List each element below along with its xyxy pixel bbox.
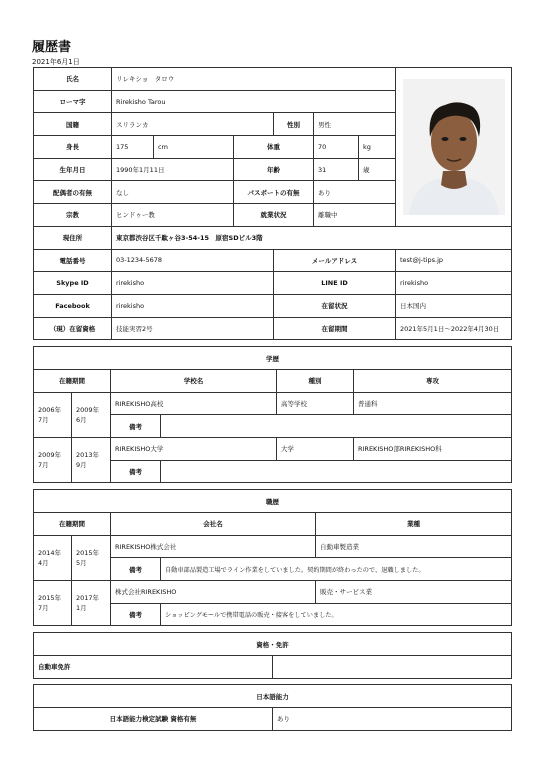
table-row: [34, 438, 512, 461]
education-school: RIREKISHO高校: [111, 392, 277, 415]
education-type: 大学: [277, 438, 354, 461]
career-company: RIREKISHO株式会社: [111, 535, 316, 558]
age-unit: 歳: [359, 158, 396, 181]
residence-label: 在留状況: [274, 294, 396, 317]
licenses-section-title: 資格・免許: [34, 633, 512, 656]
gender-value: 男性: [314, 113, 396, 136]
line-label: LINE ID: [274, 272, 396, 295]
spouse-value: なし: [112, 181, 234, 204]
employment-value: 離職中: [314, 204, 396, 227]
name-label: 氏名: [34, 68, 112, 91]
birth-label: 生年月日: [34, 158, 112, 181]
visa-status-label: （現）在留資格: [34, 317, 112, 340]
career-industry-header: 業種: [316, 513, 512, 536]
line-value: rirekisho: [396, 272, 512, 295]
license-value: [273, 656, 512, 679]
gender-label: 性別: [274, 113, 314, 136]
stay-period-label: 在留期間: [274, 317, 396, 340]
age-value: 31: [314, 158, 359, 181]
career-industry: 販売・サービス業: [316, 581, 512, 604]
roman-label: ローマ字: [34, 90, 112, 113]
education-from: 2009年 7月: [34, 438, 72, 483]
email-value: test@j-tips.jp: [396, 249, 512, 272]
career-table: [33, 489, 512, 626]
education-period-header: 在籍期間: [34, 370, 111, 393]
education-note: [161, 415, 512, 438]
career-company-header: 会社名: [111, 513, 316, 536]
birth-value: 1990年1月11日: [112, 158, 234, 181]
height-value: 175: [112, 136, 154, 159]
religion-value: ヒンドゥー教: [112, 204, 234, 227]
address-label: 現住所: [34, 226, 112, 249]
phone-label: 電話番号: [34, 249, 112, 272]
career-note: 自動車部品製造工場でライン作業をしていました。契約期間が終わったので、退職しました。: [161, 558, 512, 581]
career-from: 2015年 7月: [34, 581, 72, 626]
education-section-title: 学歴: [34, 347, 512, 370]
spouse-label: 配偶者の有無: [34, 181, 112, 204]
religion-label: 宗教: [34, 204, 112, 227]
education-major: RIREKISHO部RIREKISHO科: [354, 438, 512, 461]
page-title: 履歴書: [32, 40, 72, 55]
roman-value: Rirekisho Tarou: [112, 90, 396, 113]
profile-photo-image: [403, 79, 505, 215]
profile-photo: [396, 68, 512, 227]
career-to: 2015年 5月: [72, 535, 111, 580]
weight-unit: kg: [359, 136, 396, 159]
jlpt-label: 日本語能力検定試験 資格有無: [34, 708, 273, 731]
education-to: 2009年 6月: [72, 392, 111, 437]
stay-period-value: 2021年5月1日〜2022年4月30日: [396, 317, 512, 340]
licenses-table: [33, 632, 512, 679]
weight-value: 70: [314, 136, 359, 159]
document-date: 2021年6月1日: [32, 58, 80, 66]
nationality-label: 国籍: [34, 113, 112, 136]
career-note-label: 備考: [111, 603, 161, 626]
education-major-header: 専攻: [354, 370, 512, 393]
career-period-header: 在籍期間: [34, 513, 111, 536]
phone-value: 03-1234-5678: [112, 249, 274, 272]
address-value: 東京都渋谷区千駄ヶ谷3-54-15 原宿SDビル3階: [112, 226, 512, 249]
education-table: [33, 346, 512, 483]
visa-status-value: 技能実習2号: [112, 317, 274, 340]
weight-label: 体重: [234, 136, 314, 159]
skype-label: Skype ID: [34, 272, 112, 295]
career-industry: 自動車製造業: [316, 535, 512, 558]
table-row: [34, 581, 512, 604]
career-to: 2017年 1月: [72, 581, 111, 626]
jlpt-value: あり: [273, 708, 512, 731]
skype-value: rirekisho: [112, 272, 274, 295]
age-label: 年齢: [234, 158, 314, 181]
employment-label: 就業状況: [234, 204, 314, 227]
education-type-header: 種別: [277, 370, 354, 393]
passport-value: あり: [314, 181, 396, 204]
education-type: 高等学校: [277, 392, 354, 415]
career-section-title: 職歴: [34, 490, 512, 513]
residence-value: 日本国内: [396, 294, 512, 317]
japanese-section-title: 日本語能力: [34, 685, 512, 708]
education-note-label: 備考: [111, 415, 161, 438]
career-note-label: 備考: [111, 558, 161, 581]
education-school-header: 学校名: [111, 370, 277, 393]
height-unit: cm: [154, 136, 234, 159]
email-label: メールアドレス: [274, 249, 396, 272]
nationality-value: スリランカ: [112, 113, 274, 136]
education-to: 2013年 9月: [72, 438, 111, 483]
career-company: 株式会社RIREKISHO: [111, 581, 316, 604]
table-row: [34, 535, 512, 558]
education-major: 普通科: [354, 392, 512, 415]
education-note-label: 備考: [111, 460, 161, 483]
table-row: [34, 392, 512, 415]
education-from: 2006年 7月: [34, 392, 72, 437]
facebook-label: Facebook: [34, 294, 112, 317]
education-school: RIREKISHO大学: [111, 438, 277, 461]
license-item: 自動車免許: [34, 656, 273, 679]
education-note: [161, 460, 512, 483]
passport-label: パスポートの有無: [234, 181, 314, 204]
japanese-ability-table: [33, 684, 512, 731]
career-from: 2014年 4月: [34, 535, 72, 580]
height-label: 身長: [34, 136, 112, 159]
name-value: リレキショ タロウ: [112, 68, 396, 91]
facebook-value: rirekisho: [112, 294, 274, 317]
personal-info-table: [33, 67, 512, 340]
career-note: ショッピングモールで携帯電話の販売・接客をしていました。: [161, 603, 512, 626]
